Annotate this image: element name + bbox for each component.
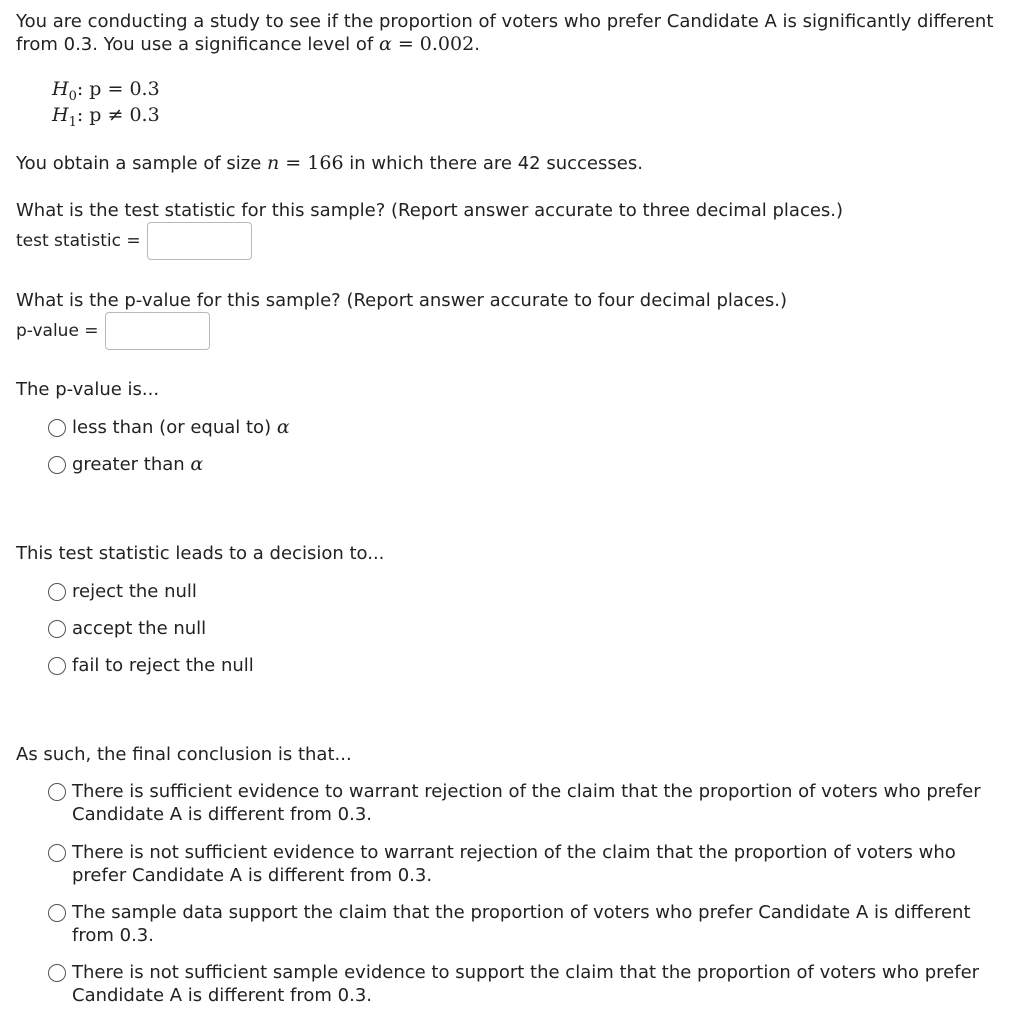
radio-button[interactable] [48, 964, 66, 982]
h0-subscript: 0 [68, 88, 77, 104]
alternative-hypothesis [52, 104, 160, 130]
h1-subscript: 1 [68, 114, 77, 130]
option-text: There is not sufficient sample evidence to support the claim that the proportion of voters who prefer Candidate A is different from 0.3. [72, 962, 980, 1006]
decision-option-accept[interactable] [48, 617, 206, 640]
n-value: 166 [307, 152, 344, 174]
radio-button[interactable] [48, 419, 66, 437]
alpha-symbol: α [276, 416, 290, 438]
decision-prompt: This test statistic leads to a decision to... [16, 543, 385, 564]
p-value-row [16, 312, 210, 350]
option-text: reject the null [72, 581, 197, 602]
option-text: fail to reject the null [72, 655, 254, 676]
radio-button[interactable] [48, 583, 66, 601]
pvalue-option-greater[interactable] [48, 453, 203, 476]
sample-successes: in which there are 42 successes. [343, 153, 643, 174]
test-statistic-input[interactable] [147, 222, 252, 260]
h0-symbol: H [52, 78, 69, 100]
conclusion-option-3[interactable] [48, 901, 992, 947]
conclusion-option-4[interactable] [48, 961, 992, 1007]
alpha-value: 0.002 [419, 33, 475, 55]
radio-button[interactable] [48, 657, 66, 675]
decision-option-fail-to-reject[interactable] [48, 654, 254, 677]
n-symbol: n [267, 152, 280, 174]
radio-button[interactable] [48, 456, 66, 474]
option-text: greater than [72, 454, 191, 475]
null-hypothesis [52, 78, 160, 104]
conclusion-option-1[interactable] [48, 780, 992, 826]
intro-paragraph [16, 10, 1006, 56]
option-text: There is sufficient evidence to warrant rejection of the claim that the proportion of voters who prefer Candidate A is different from 0.3. [72, 781, 981, 825]
h1-statement: : p ≠ 0.3 [76, 104, 160, 126]
decision-option-reject[interactable] [48, 580, 197, 603]
test-statistic-row [16, 222, 252, 260]
test-statistic-label: test statistic = [16, 231, 141, 251]
intro-text: You are conducting a study to see if the proportion of voters who prefer Candidate A is significantly different from 0.3. You use a significance level of [16, 11, 994, 55]
test-statistic-question: What is the test statistic for this sample? (Report answer accurate to three decimal places.) [16, 200, 844, 221]
p-value-question: What is the p-value for this sample? (Report answer accurate to four decimal places.) [16, 290, 788, 311]
p-value-label: p-value = [16, 321, 99, 341]
option-text: There is not sufficient evidence to warrant rejection of the claim that the proportion of voters who prefer Candidate A is different from 0.3. [72, 842, 956, 886]
radio-button[interactable] [48, 844, 66, 862]
radio-button[interactable] [48, 783, 66, 801]
intro-period: . [474, 34, 480, 55]
alpha-equals: = [391, 33, 420, 55]
radio-button[interactable] [48, 904, 66, 922]
conclusion-prompt: As such, the final conclusion is that... [16, 744, 352, 765]
pvalue-option-less[interactable] [48, 416, 290, 439]
h0-statement: : p = 0.3 [76, 78, 160, 100]
sample-description [16, 152, 643, 175]
radio-button[interactable] [48, 620, 66, 638]
option-text: accept the null [72, 618, 207, 639]
alpha-symbol: α [190, 453, 204, 475]
alpha-symbol: α [378, 33, 392, 55]
p-value-input[interactable] [105, 312, 210, 350]
pvalue-compare-prompt: The p-value is... [16, 379, 160, 400]
conclusion-option-2[interactable] [48, 841, 992, 887]
option-text: The sample data support the claim that the proportion of voters who prefer Candidate A is different from 0.3. [72, 902, 971, 946]
n-equals: = [279, 152, 308, 174]
option-text: less than (or equal to) [72, 417, 277, 438]
sample-text: You obtain a sample of size [16, 153, 268, 174]
h1-symbol: H [52, 104, 69, 126]
